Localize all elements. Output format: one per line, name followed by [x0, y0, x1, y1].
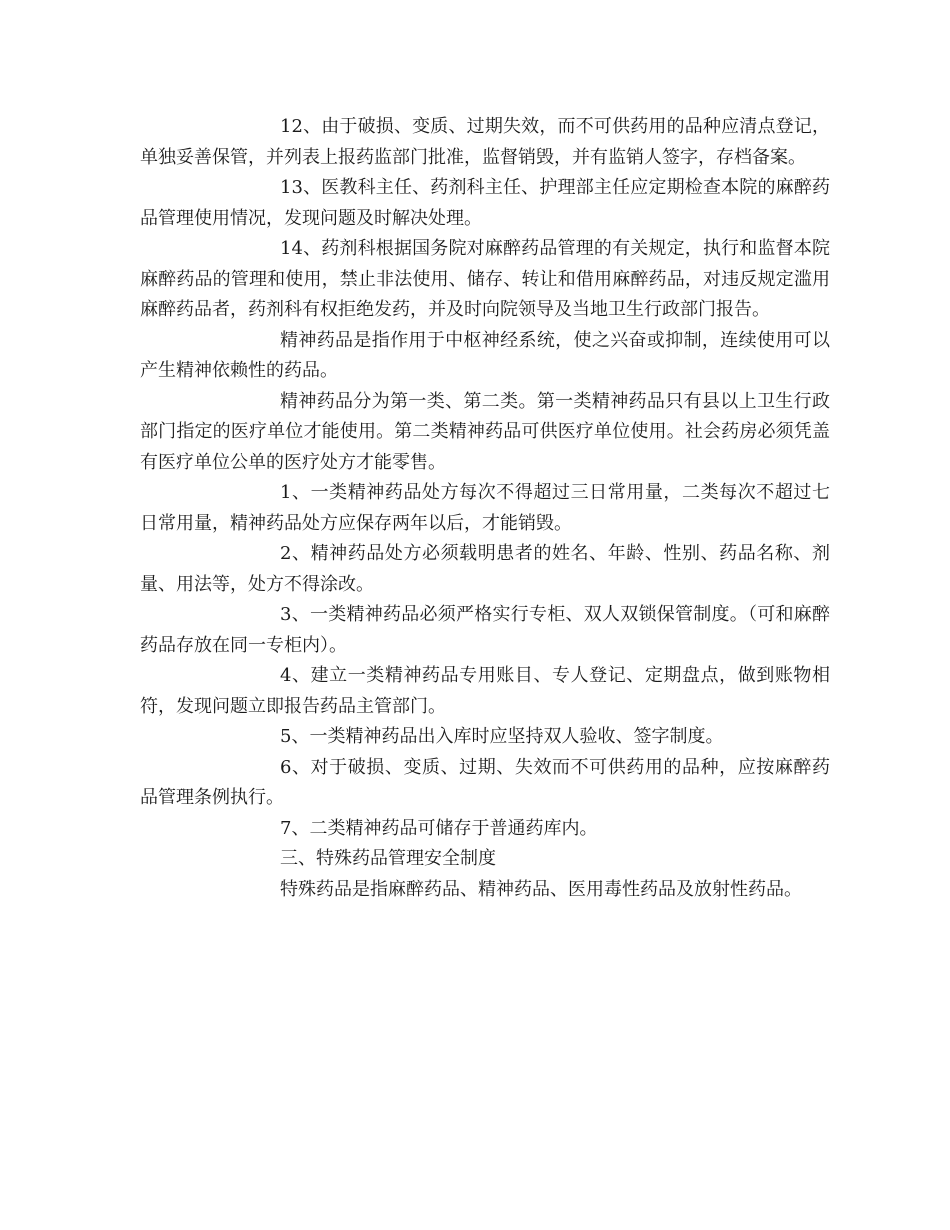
- paragraph-rule-5: 5、一类精神药品出入库时应坚持双人验收、签字制度。: [280, 726, 724, 747]
- paragraph-rule-2: 2、精神药品处方必须载明患者的姓名、年龄、性别、药品名称、剂量、用法等，处方不得涂改。: [140, 543, 830, 595]
- paragraph-rule-6: 6、对于破损、变质、过期、失效而不可供药用的品种，应按麻醉药品管理条例执行。: [140, 756, 830, 808]
- paragraph-rule-7: 7、二类精神药品可储存于普通药库内。: [280, 817, 598, 839]
- paragraph-rule-3: 3、一类精神药品必须严格实行专柜、双人双锁保管制度。（可和麻醉药品存放在同一专柜内）。: [140, 604, 830, 656]
- paragraph-psychotropic-classes: 精神药品分为第一类、第二类。第一类精神药品只有县以上卫生行政部门指定的医疗单位才能使用。第二类精神药品可供医疗单位使用。社会药房必须凭盖有医疗单位公单的医疗处方才能零售。: [140, 390, 830, 473]
- document-body: [140, 112, 830, 905]
- paragraph-rule-1: 1、一类精神药品处方每次不得超过三日常用量，二类每次不超过七日常用量，精神药品处方应保存两年以后，才能销毁。: [140, 482, 830, 534]
- paragraph-item-14: 14、药剂科根据国务院对麻醉药品管理的有关规定，执行和监督本院麻醉药品的管理和使用，禁止非法使用、储存、转让和借用麻醉药品，对违反规定滥用麻醉药品者，药剂科有权拒绝发药，并及时向院领导及当地卫生行政部门报告。: [140, 238, 830, 320]
- paragraph-special-drugs-definition: 特殊药品是指麻醉药品、精神药品、医用毒性药品及放射性药品。: [280, 878, 802, 900]
- paragraph-rule-4: 4、建立一类精神药品专用账目、专人登记、定期盘点，做到账物相符，发现问题立即报告药品主管部门。: [140, 665, 830, 717]
- paragraph-item-12: 12、由于破损、变质、过期失效，而不可供药用的品种应清点登记，单独妥善保管，并列表上报药监部门批准，监督销毁，并有监销人签字，存档备案。: [140, 116, 830, 168]
- section-heading: 三、特殊药品管理安全制度: [280, 848, 496, 869]
- paragraph-item-13: 13、医教科主任、药剂科主任、护理部主任应定期检查本院的麻醉药品管理使用情况，发现问题及时解决处理。: [140, 177, 830, 229]
- paragraph-psychotropic-definition: 精神药品是指作用于中枢神经系统，使之兴奋或抑制，连续使用可以产生精神依赖性的药品。: [140, 329, 830, 381]
